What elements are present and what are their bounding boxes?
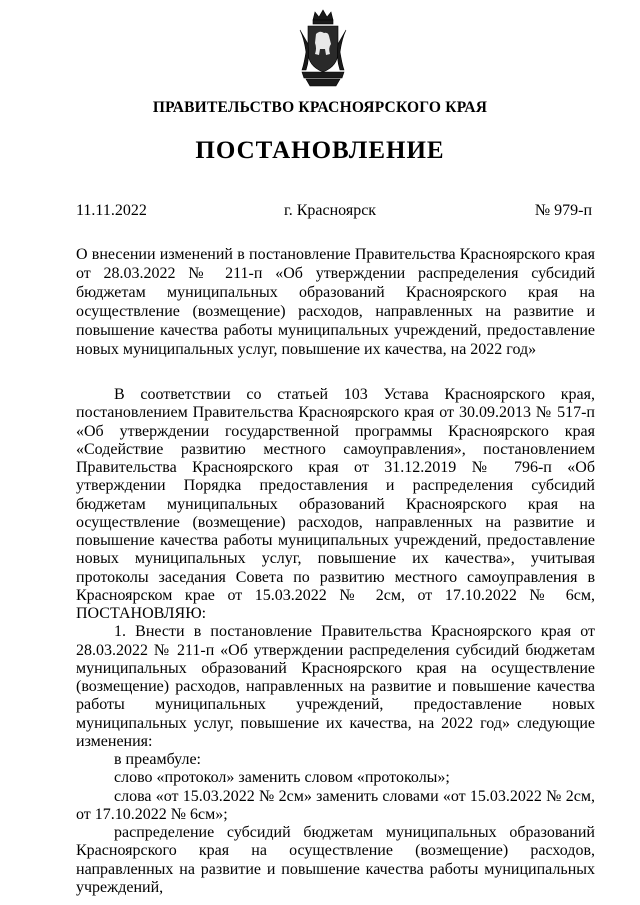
preamble-paragraph: В соответствии со статьей 103 Устава Красноярского края, постановлением Правительства Красноярского края от 30.09.2013 № 517-п «Об утверждении государственной программы Красноярского края «Содействие развитию местного самоуправления», постановлением Правительства Красноярского края от 31.12.2019 № 796-п «Об утверждении Порядка предоставления и распределения субсидий бюджетам муниципальных образований Красноярского края на осуществление (возмещение) расходов, направленных на развитие и повышение качества работы муниципальных учреждений, предоставление новых муниципальных услуг, повышение их качества», учитывая протоколы заседания Совета по развитию местного самоуправления в Красноярском крае от 15.03.2022 № 2см, от 17.10.2022 № 6см, ПОСТАНОВЛЯЮ: [76,386,595,622]
change-2-paragraph: слова «от 15.03.2022 № 2см» заменить словами «от 15.03.2022 № 2см, от 17.10.2022 № 6см»; [76,787,595,823]
change-3-paragraph: распределение субсидий бюджетам муниципальных образований Красноярского края на осуществление (возмещение) расходов, направленных на развитие и повышение качества работы муниципальных учреждений, [76,824,595,896]
item-1-paragraph: 1. Внести в постановление Правительства Красноярского края от 28.03.2022 № 211-п «Об утверждении распределения субсидий бюджетам муниципальных образований Красноярского края на осуществление (возмещение) расходов, направленных на развитие и повышение качества работы муниципальных учреждений, предоставление новых муниципальных услуг, повышение их качества, на 2022 год» следующие изменения: [76,623,595,750]
document-date: 11.11.2022 [76,202,147,219]
in-preamble-paragraph: в преамбуле: [114,751,201,768]
document-type-title: ПОСТАНОВЛЕНИЕ [195,137,445,164]
coat-of-arms-icon [296,8,350,90]
document-city: г. Красноярск [283,202,377,219]
document-number: № 979-п [534,202,592,219]
government-title: ПРАВИТЕЛЬСТВО КРАСНОЯРСКОГО КРАЯ [152,99,488,116]
document-body [76,386,595,897]
change-1-paragraph: слово «протокол» заменить словом «протоколы»; [114,769,450,787]
document-subject: О внесении изменений в постановление Правительства Красноярского края от 28.03.2022 № 211-п «Об утверждении распределения субсидий бюджетам муниципальных образований Красноярского края на осуществление (возмещение) расходов, направленных на развитие и повышение качества работы муниципальных учреждений, предоставление новых муниципальных услуг, повышение их качества, на 2022 год» [76,246,595,359]
